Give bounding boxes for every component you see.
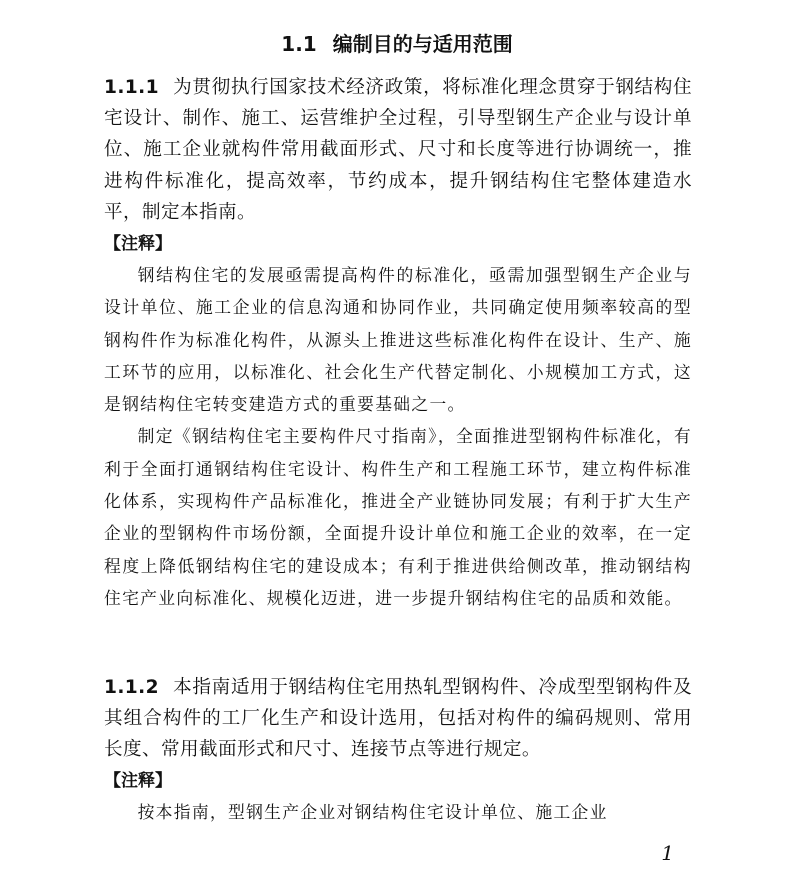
note-paragraph: 按本指南，型钢生产企业对钢结构住宅设计单位、施工企业 bbox=[137, 801, 608, 822]
clause-1-1-2 bbox=[104, 672, 692, 828]
clause-paragraph bbox=[104, 72, 692, 228]
page-number: 1 bbox=[661, 841, 674, 865]
note-paragraph: 制定《钢结构住宅主要构件尺寸指南》，全面推进型钢构件标准化，有利于全面打通钢结构住宅设计、构件生产和工程施工环节，建立构件标准化体系，实现构件产品标准化，推进全产业链协同发展；有利于扩大生产企业的型钢构件市场份额，全面提升设计单位和施工企业的效率，在一定程度上降低钢结构住宅的建设成本；有利于推进供给侧改革，推动钢结构住宅产业向标准化、规模化迈进，进一步提升钢结构住宅的品质和效能。 bbox=[104, 426, 692, 608]
note-label: 【注释】 bbox=[104, 770, 172, 791]
clause-text: 本指南适用于钢结构住宅用热轧型钢构件、冷成型型钢构件及其组合构件的工厂化生产和设计选用，包括对构件的编码规则、常用长度、常用截面形式和尺寸、连接节点等进行规定。 bbox=[104, 677, 692, 761]
clause-number: 1.1.1 bbox=[104, 77, 159, 98]
note-block-1 bbox=[104, 229, 692, 614]
section-number: 1.1 bbox=[281, 32, 317, 56]
section-heading bbox=[0, 30, 794, 58]
note-paragraph: 钢结构住宅的发展亟需提高构件的标准化，亟需加强型钢生产企业与设计单位、施工企业的信息沟通和协同作业，共同确定使用频率较高的型钢构件作为标准化构件，从源头上推进这些标准化构件在设计、生产、施工环节的应用，以标准化、社会化生产代替定制化、小规模加工方式，这是钢结构住宅转变建造方式的重要基础之一。 bbox=[104, 265, 692, 415]
clause-number: 1.1.2 bbox=[104, 677, 159, 698]
clause-text: 为贯彻执行国家技术经济政策，将标准化理念贯穿于钢结构住宅设计、制作、施工、运营维护全过程，引导型钢生产企业与设计单位、施工企业就构件常用截面形式、尺寸和长度等进行协调统一，推进构件标准化，提高效率，节约成本，提升钢结构住宅整体建造水平，制定本指南。 bbox=[104, 77, 692, 223]
note-label: 【注释】 bbox=[104, 234, 172, 254]
clause-1-1-1 bbox=[104, 72, 692, 228]
clause-paragraph bbox=[104, 672, 692, 766]
section-title: 编制目的与适用范围 bbox=[332, 32, 513, 56]
